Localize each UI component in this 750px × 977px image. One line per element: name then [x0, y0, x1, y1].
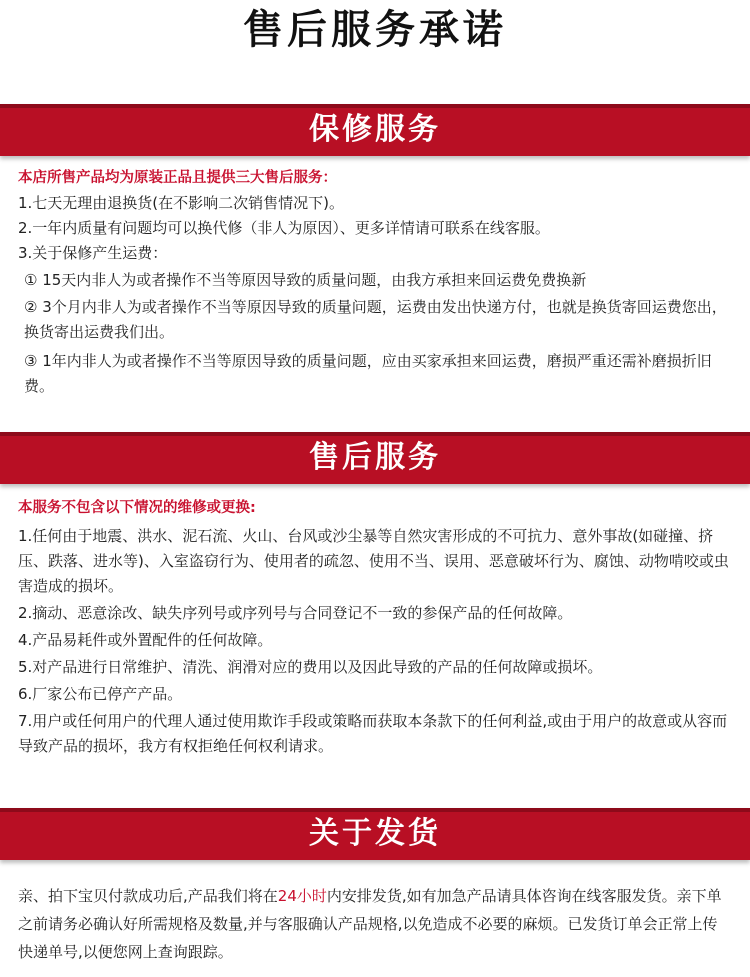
warranty-intro: 本店所售产品均为原装正品且提供三大售后服务：: [18, 170, 337, 186]
warranty-item: 2.一年内质量有问题均可以换代修（非人为原因）、更多详情请可联系在线客服。: [18, 219, 550, 237]
warranty-item: 3.关于保修产生运费：: [18, 244, 168, 262]
shipping-text: [0, 882, 750, 966]
aftersales-item: 7.用户或任何用户的代理人通过使用欺诈手段或策略而获取本条款下的任何利益,或由于用户的故意或从容而导致产品的损坏，我方有权拒绝任何权利请求。: [18, 712, 728, 755]
aftersales-item: 4.产品易耗件或外置配件的任何故障。: [18, 631, 273, 649]
aftersales-item: 2.摘动、恶意涂改、缺失序列号或序列号与合同登记不一致的参保产品的任何故障。: [18, 604, 573, 622]
shipping-time-highlight: 24小时: [277, 887, 327, 905]
aftersales-item: 1.任何由于地震、洪水、泥石流、火山、台风或沙尘暴等自然灾害形成的不可抗力、意外事故(如碰撞、挤压、跌落、进水等)、入室盗窃行为、使用者的疏忽、使用不当、误用、恶意破坏行为、腐蚀、动物啃咬或虫害造成的损坏。: [18, 527, 729, 595]
aftersales-heading: 售后服务: [309, 440, 441, 475]
page-title: 售后服务承诺: [243, 7, 507, 53]
warranty-heading: 保修服务: [309, 112, 441, 147]
warranty-sub-item: ① 15天内非人为或者操作不当等原因导致的质量问题，由我方承担来回运费免费换新: [24, 271, 587, 289]
aftersales-banner: [0, 432, 750, 484]
warranty-item: 1.七天无理由退换货(在不影响二次销售情况下)。: [18, 194, 345, 212]
aftersales-section: [0, 496, 750, 759]
aftersales-intro: 本服务不包含以下情况的维修或更换:: [18, 500, 256, 516]
warranty-banner: [0, 104, 750, 156]
warranty-sub-item: ② 3个月内非人为或者操作不当等原因导致的质量问题，运费由发出快递方付，也就是换货寄回运费您出，换货寄出运费我们出。: [24, 298, 727, 341]
aftersales-item: 5.对产品进行日常维护、清洗、润滑对应的费用以及因此导致的产品的任何故障或损坏。: [18, 658, 603, 676]
shipping-section: [0, 882, 750, 966]
shipping-heading: 关于发货: [309, 816, 441, 851]
warranty-section: [0, 166, 750, 399]
shipping-banner: [0, 808, 750, 860]
shipping-text-start: 亲、拍下宝贝付款成功后,产品我们将在: [18, 887, 278, 905]
shipping-text-end: 内安排发货,如有加急产品请具体咨询在线客服发货。亲下单之前请务必确认好所需规格及数量,并与客服确认产品规格,以免造成不必要的麻烦。已发货订单会正常上传快递单号,以便您网上查询跟踪。: [18, 887, 722, 961]
warranty-sub-item: ③ 1年内非人为或者操作不当等原因导致的质量问题，应由买家承担来回运费，磨损严重还需补磨损折旧费。: [24, 352, 712, 395]
aftersales-item: 6.厂家公布已停产产品。: [18, 685, 183, 703]
